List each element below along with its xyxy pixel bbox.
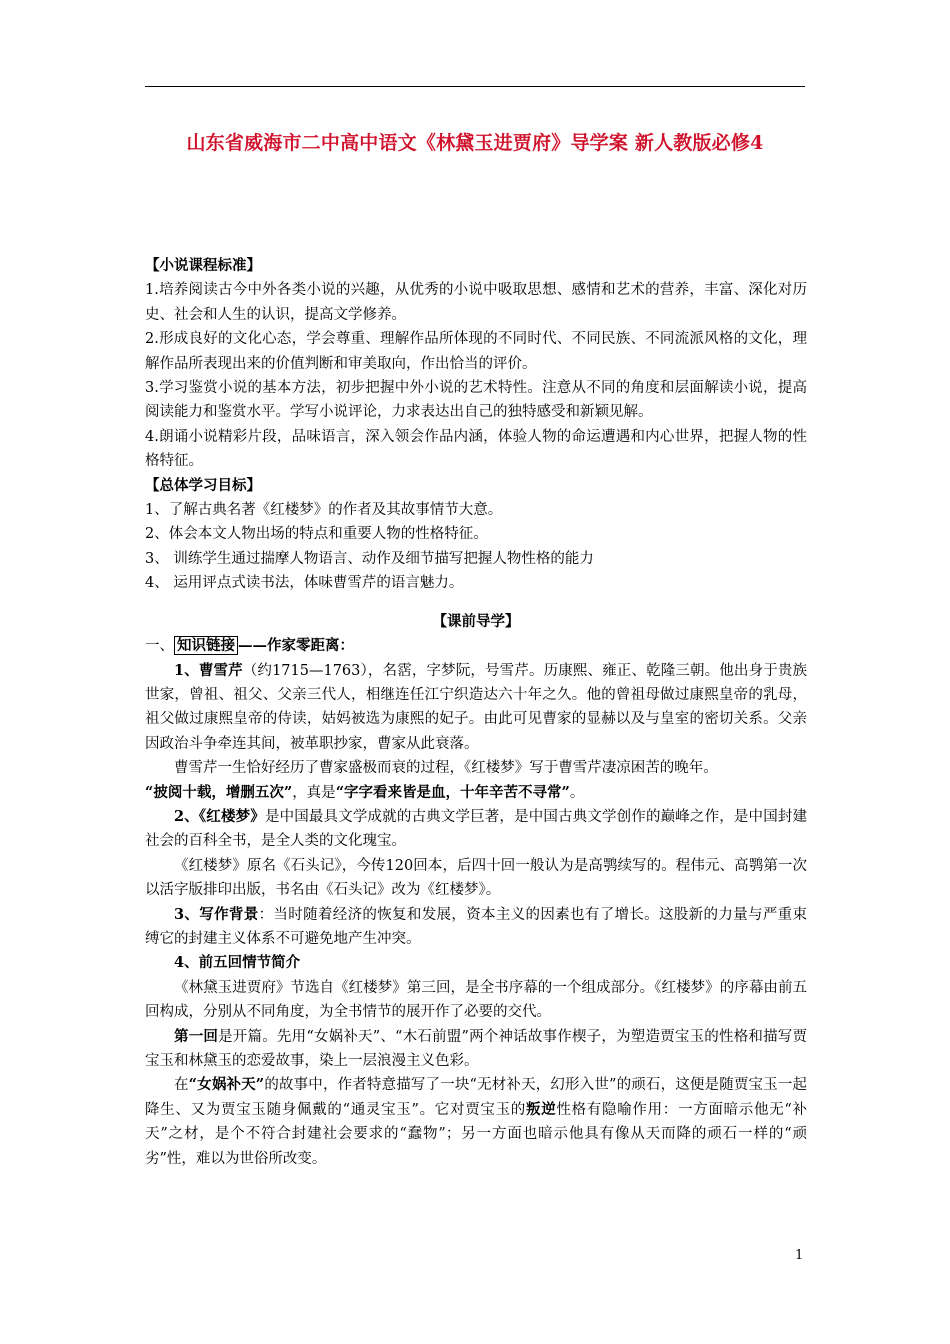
paragraph-plot-intro: 《林黛玉进贾府》节选自《红楼梦》第三回，是全书序幕的一个组成部分。《红楼梦》的序幕由前五回构成，分别从不同角度，为全书情节的展开作了必要的交代。 <box>145 979 807 1021</box>
chapter-one-label: 第一回 <box>174 1027 219 1045</box>
section-heading-curriculum: 【小说课程标准】 <box>145 257 261 274</box>
paragraph-novel: 2、《红楼梦》是中国最具文学成就的古典文学巨著，是中国古典文学创作的巅峰之作，是中国封建社会的百科全书，是全人类的文化瑰宝。 <box>145 807 808 850</box>
curriculum-item-2: 2.形成良好的文化心态，学会尊重、理解作品所体现的不同时代、不同民族、不同流派风格的文化，理解作品所表现出来的价值判断和审美取向，作出恰当的评价。 <box>145 331 807 372</box>
curriculum-item-4: 4.朗诵小说精彩片段，品味语言，深入领会作品内涵，体验人物的命运遭遇和内心世界，把握人物的性格特征。 <box>145 428 807 470</box>
document-title: 山东省威海市二中高中语文《林黛玉进贾府》导学案 新人教版必修4 <box>186 132 764 154</box>
paragraph-quote: “披阅十载，增删五次”，真是“字字看来皆是血，十年辛苦不寻常”。 <box>145 783 585 801</box>
paragraph-novel-history: 《红楼梦》原名《石头记》，今传120回本，后四十回一般认为是高鹗续写的。程伟元、高鹗第一次以活字版排印出版，书名由《石头记》改为《红楼梦》。 <box>145 857 807 899</box>
paragraph-author-life: 曹雪芹一生恰好经历了曹家盛极而衰的过程，《红楼梦》写于曹雪芹凄凉困苦的晚年。 <box>174 760 718 777</box>
novel-label: 2、《红楼梦》 <box>174 807 265 825</box>
header-rule <box>145 86 805 87</box>
goal-item-4: 4、 运用评点式读书法，体味曹雪芹的语言魅力。 <box>145 575 464 592</box>
page-number: 1 <box>795 1248 804 1263</box>
subsection-prefix: 一、 <box>145 638 174 655</box>
section-heading-goals: 【总体学习目标】 <box>145 476 261 494</box>
paragraph-nuwa: 在“女娲补天”的故事中，作者特意描写了一块“无材补天，幻形入世”的顽石，这便是随贾宝玉一起降生、又为贾宝玉随身佩戴的“通灵宝玉”。它对贾宝玉的叛逆性格有隐喻作用：一方面暗示他无“补天”之材，是个不符合封建社会要求的“蠢物”；另一方面也暗示他具有像从天而降的顽石一样的“顽劣”性，难以为世俗所改变。 <box>145 1076 808 1167</box>
goal-item-3: 3、 训练学生通过揣摩人物语言、动作及细节描写把握人物性格的能力 <box>145 550 594 567</box>
curriculum-item-3: 3.学习鉴赏小说的基本方法，初步把握中外小说的艺术特性。注意从不同的角度和层面解读小说，提高阅读能力和鉴赏水平。学写小说评论，力求表达出自己的独特感受和新颖见解。 <box>145 380 807 421</box>
paragraph-chapter-one: 第一回是开篇。先用“女娲补天”、“木石前盟”两个神话故事作楔子，为塑造贾宝玉的性格和描写贾宝玉和林黛玉的恋爱故事，染上一层浪漫主义色彩。 <box>145 1027 807 1069</box>
paragraph-background: 3、写作背景：当时随着经济的恢复和发展，资本主义的因素也有了增长。这股新的力量与严重束缚它的封建主义体系不可避免地产生冲突。 <box>145 905 807 947</box>
section-heading-preview: 【课前导学】 <box>432 612 520 630</box>
goal-item-1: 1、了解古典名著《红楼梦》的作者及其故事情节大意。 <box>145 502 503 519</box>
paragraph-author: 1、曹雪芹（约1715—1763），名霑，字梦阮，号雪芹。历康熙、雍正、乾隆三朝。他出身于贵族世家，曾祖、祖父、父亲三代人，相继连任江宁织造达六十年之久。他的曾祖母做过康熙皇帝的乳母，祖父做过康熙皇帝的侍读，姑妈被选为康熙的妃子。由此可见曹家的显赫以及与皇室的密切关系。父亲因政治斗争牵连其间，被革职抄家，曹家从此衰落。 <box>145 661 807 752</box>
author-label: 1、曹雪芹 <box>174 661 243 679</box>
document-body <box>145 254 807 1171</box>
background-label: 3、写作背景 <box>174 905 259 923</box>
subsection-heading <box>145 634 807 658</box>
paragraph-plot-heading: 4、前五回情节简介 <box>174 954 301 972</box>
knowledge-link-box: 知识链接 <box>174 636 238 655</box>
curriculum-item-1: 1.培养阅读古今中外各类小说的兴趣，从优秀的小说中吸取思想、感情和艺术的营养，丰富、深化对历史、社会和人生的认识，提高文学修养。 <box>145 282 807 323</box>
goal-item-2: 2、体会本文人物出场的特点和重要人物的性格特征。 <box>145 526 488 543</box>
subsection-title: ——作家零距离： <box>238 637 354 655</box>
